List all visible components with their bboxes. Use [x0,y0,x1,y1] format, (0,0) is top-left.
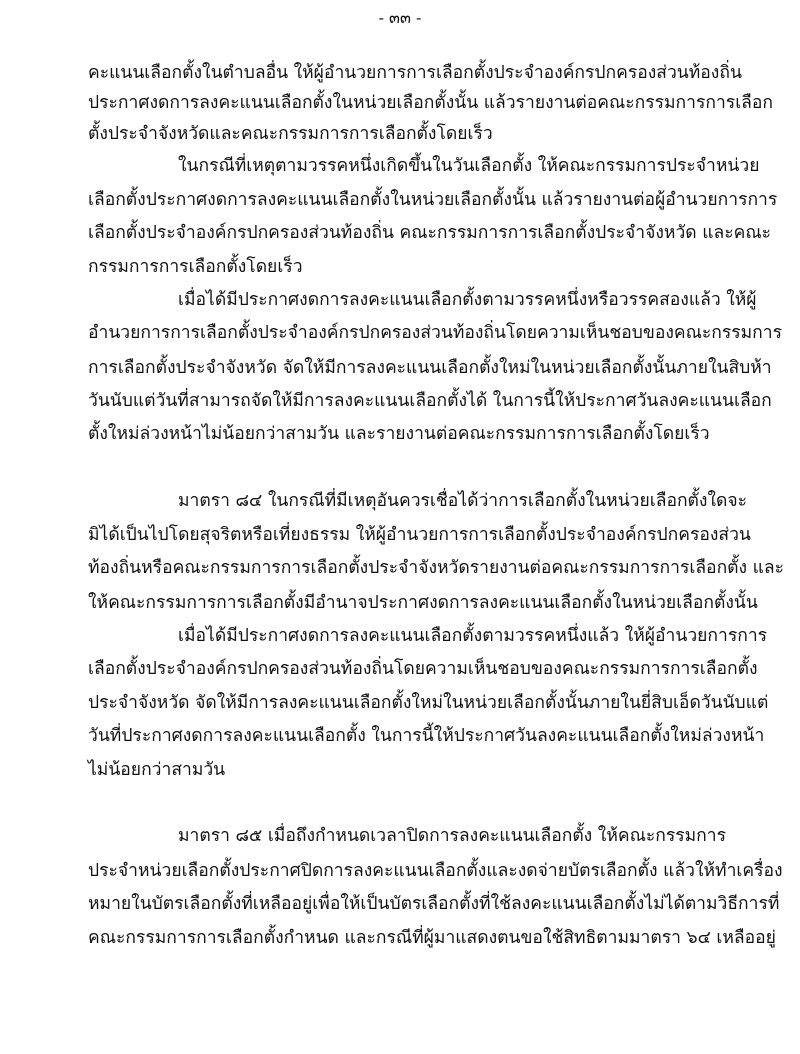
text-line: วันนับแต่วันที่สามารถจัดให้มีการลงคะแนนเลือกตั้งได้ ในการนี้ให้ประกาศวันลงคะแนนเลือก [88,391,772,411]
text-line: หมายในบัตรเลือกตั้งที่เหลืออยู่เพื่อให้เป็นบัตรเลือกตั้งที่ใช้ลงคะแนนเลือกตั้งไม่ได้ตามวิธีการที่ [88,894,780,914]
text-line: ให้คณะกรรมการการเลือกตั้งมีอำนาจประกาศงดการลงคะแนนเลือกตั้งในหน่วยเลือกตั้งนั้น [88,593,758,613]
text-line: ท้องถิ่นหรือคณะกรรมการการเลือกตั้งประจำจังหวัดรายงานต่อคณะกรรมการการเลือกตั้ง และ [88,558,785,578]
text-line: ในกรณีที่เหตุตามวรรคหนึ่งเกิดขึ้นในวันเลือกตั้ง ให้คณะกรรมการประจำหน่วย [178,156,760,176]
text-line: ตั้งใหม่ล่วงหน้าไม่น้อยกว่าสามวัน และรายงานต่อคณะกรรมการการเลือกตั้งโดยเร็ว [88,424,710,444]
text-line: ประกาศงดการลงคะแนนเลือกตั้งในหน่วยเลือกตั้งนั้น แล้วรายงานต่อคณะกรรมการการเลือก [88,93,774,113]
text-line: เลือกตั้งประจำองค์กรปกครองส่วนท้องถิ่น คณะกรรมการการเลือกตั้งประจำจังหวัด และคณะ [88,223,771,243]
text-line: วันที่ประกาศงดการลงคะแนนเลือกตั้ง ในการนี้ให้ประกาศวันลงคะแนนเลือกตั้งใหม่ล่วงหน้า [88,726,765,746]
text-line: การเลือกตั้งประจำจังหวัด จัดให้มีการลงคะแนนเลือกตั้งใหม่ในหน่วยเลือกตั้งนั้นภายในสิบห้า [88,358,772,378]
text-line: เมื่อได้มีประกาศงดการลงคะแนนเลือกตั้งตามวรรคหนึ่งแล้ว ให้ผู้อำนวยการการ [178,626,768,646]
section-85-heading: มาตรา ๘๕ เมื่อถึงกำหนดเวลาปิดการลงคะแนนเลือกตั้ง ให้คณะกรรมการ [178,826,726,846]
text-line: กรรมการการเลือกตั้งโดยเร็ว [88,257,303,277]
text-line: เลือกตั้งประกาศงดการลงคะแนนเลือกตั้งในหน่วยเลือกตั้งนั้น แล้วรายงานต่อผู้อำนวยการการ [88,190,778,210]
text-line: เลือกตั้งประจำองค์กรปกครองส่วนท้องถิ่นโดยความเห็นชอบของคณะกรรมการการเลือกตั้ง [88,659,758,679]
text-line: คณะกรรมการการเลือกตั้งกำหนด และกรณีที่ผู้มาแสดงตนขอใช้สิทธิตามมาตรา ๖๔ เหลืออยู่ [88,928,776,948]
page-number: - ๓๓ - [378,8,422,27]
text-line: ตั้งประจำจังหวัดและคณะกรรมการการเลือกตั้งโดยเร็ว [88,124,493,144]
text-line: อำนวยการการเลือกตั้งประจำองค์กรปกครองส่วนท้องถิ่นโดยความเห็นชอบของคณะกรรมการ [88,323,782,343]
text-line: มิได้เป็นไปโดยสุจริตหรือเที่ยงธรรม ให้ผู้อำนวยการการเลือกตั้งประจำองค์กรปกครองส่วน [88,525,751,545]
text-line: ไม่น้อยกว่าสามวัน [88,760,226,780]
section-84-heading: มาตรา ๘๔ ในกรณีที่มีเหตุอันควรเชื่อได้ว่าการเลือกตั้งในหน่วยเลือกตั้งใดจะ [178,491,748,511]
text-line: ประจำจังหวัด จัดให้มีการลงคะแนนเลือกตั้งใหม่ในหน่วยเลือกตั้งนั้นภายในยี่สิบเอ็ดวันนับแต่ [88,693,769,713]
text-line: ประจำหน่วยเลือกตั้งประกาศปิดการลงคะแนนเลือกตั้งและงดจ่ายบัตรเลือกตั้ง แล้วให้ทำเครื่อง [88,861,783,881]
text-line: เมื่อได้มีประกาศงดการลงคะแนนเลือกตั้งตามวรรคหนึ่งหรือวรรคสองแล้ว ให้ผู้ [178,290,757,310]
text-line: คะแนนเลือกตั้งในตำบลอื่น ให้ผู้อำนวยการการเลือกตั้งประจำองค์กรปกครองส่วนท้องถิ่น [88,63,742,83]
